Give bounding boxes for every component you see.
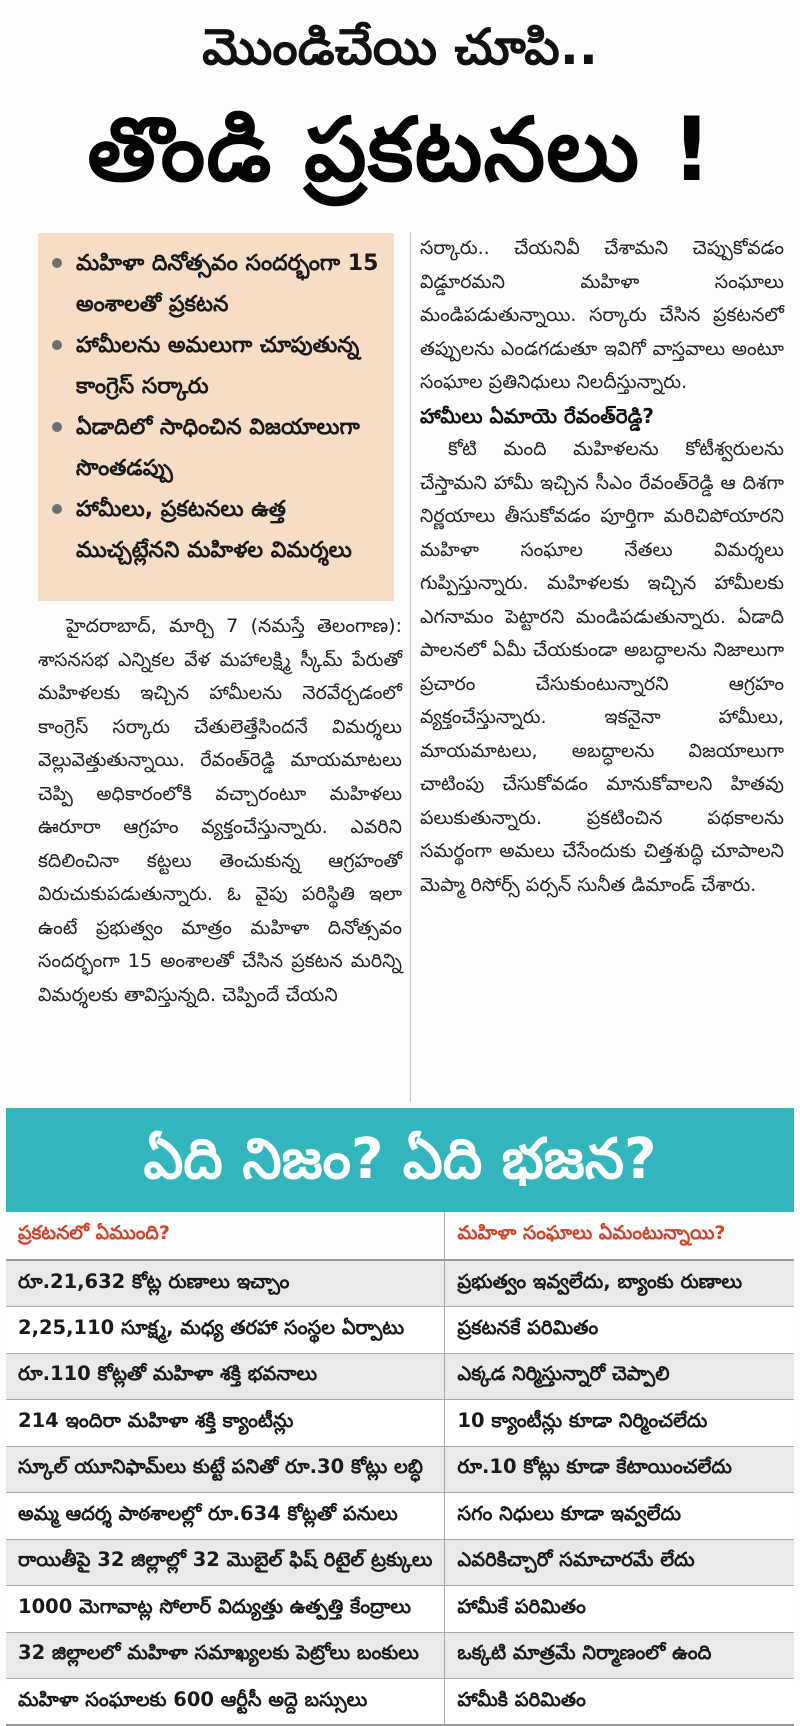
table-row	[6, 1493, 794, 1540]
response-cell: సగం నిధులు కూడా ఇవ్వలేదు	[445, 1493, 794, 1540]
claim-cell: మహిళా సంఘాలకు 600 ఆర్టీసీ అద్దె బస్సులు	[6, 1679, 445, 1726]
bullet-dot-icon	[52, 422, 62, 432]
claim-cell: 2,25,110 సూక్ష్మ, మధ్య తరహా సంస్థల ఏర్పాటు	[6, 1307, 445, 1354]
bullet-dot-icon	[52, 504, 62, 514]
table-row	[6, 1586, 794, 1633]
fact-check-table	[6, 1212, 794, 1726]
response-cell: ఎక్కడ నిర్మిస్తున్నారో చెప్పాలి	[445, 1353, 794, 1400]
response-cell: ఒక్కటి మాత్రమే నిర్మాణంలో ఉంది	[445, 1632, 794, 1679]
claim-cell: రూ.110 కోట్లతో మహిళా శక్తి భవనాలు	[6, 1353, 445, 1400]
bullet-dot-icon	[52, 258, 62, 268]
article-lead: హైదరాబాద్, మార్చి 7 (నమస్తే తెలంగాణ): శాసనసభ ఎన్నికల వేళ మహాలక్ష్మి స్కీమ్ పేరుతో మహిళలకు ఇచ్చిన హామీలను నెరవేర్చడంలో కాంగ్రెస్ సర్కారు చేతులెత్తేసిందనే విమర్శలు వెల్లువెత్తుతున్నాయి. రేవంత్‌రెడ్డి మాయమాటలు చెప్పి అధికారంలోకి వచ్చారంటూ మహిళలు ఊరూరా ఆగ్రహం వ్యక్తంచేస్తున్నారు. ఎవరిని కదిలించినా కట్టలు తెంచుకున్న ఆగ్రహంతో విరుచుకుపడుతున్నారు. ఓ వైపు పరిస్థితి ఇలా ఉంటే ప్రభుత్వం మాత్రం మహిళా దినోత్సవం సందర్భంగా 15 అంశాలతో చేసిన ప్రకటన మరిన్ని విమర్శలకు తావిస్తున్నది. చెప్పిందే చేయని	[38, 615, 402, 1006]
article-continuation: సర్కారు.. చేయనివీ చేశామని చెప్పుకోవడం విడ్డూరమని మహిళా సంఘాలు మండిపడుతున్నాయి. సర్కారు చేసిన ప్రకటనలో తప్పులను ఎండగడుతూ ఇవిగో వాస్తవాలు అంటూ సంఘాల ప్రతినిధులు నిలదీస్తున్నారు.	[420, 237, 784, 393]
highlight-item	[52, 243, 382, 325]
article-subhead: హామీలు ఏమాయె రేవంత్‌రెడ్డి?	[420, 403, 655, 428]
article-body: కోటి మంది మహిళలను కోటీశ్వరులను చేస్తామని హామీ ఇచ్చిన సీఎం రేవంత్‌రెడ్డి ఆ దిశగా నిర్ణయాలు తీసుకోవడం పూర్తిగా మరిచిపోయారని మహిళా సంఘాల నేతలు విమర్శలు గుప్పిస్తున్నారు. మహిళలకు ఇచ్చిన హామీలకు ఎగనామం పెట్టారని మండిపడుతున్నారు. ఏడాది పాలనలో ఏమీ చేయకుండా అబద్ధాలను నిజాలుగా ప్రచారం చేసుకుంటున్నారని ఆగ్రహం వ్యక్తంచేస్తున్నారు. ఇకనైనా హామీలు, మాయమాటలు, అబద్ధాలను విజయాలుగా చాటింపు చేసుకోవడం మానుకోవాలని హితవు పలుకుతున్నారు. ప్రకటించిన పథకాలను సమర్థంగా అమలు చేసేందుకు చిత్తశుద్ధి చూపాలని మెప్మా రిసోర్స్ పర్సన్ సునీత డిమాండ్ చేశారు.	[420, 438, 784, 896]
fact-check-banner: ఏది నిజం? ఏది భజన?	[6, 1108, 794, 1212]
claim-cell: అమ్మ ఆదర్శ పాఠశాలల్లో రూ.634 కోట్లతో పనులు	[6, 1493, 445, 1540]
bullet-dot-icon	[52, 340, 62, 350]
table-row	[6, 1632, 794, 1679]
highlight-text: హామీలు, ప్రకటనలు ఉత్త ముచ్చట్లేనని మహిళల విమర్శలు	[76, 497, 352, 563]
column-header-response: మహిళా సంఘాలు ఏమంటున్నాయి?	[445, 1212, 794, 1260]
table-row	[6, 1539, 794, 1586]
response-cell: రూ.10 కోట్లు కూడా కేటాయించలేదు	[445, 1446, 794, 1493]
headline-block	[0, 0, 800, 232]
headline-title: తొండి ప్రకటనలు !	[87, 98, 713, 201]
highlight-text: హామీలను అమలుగా చూపుతున్న కాంగ్రెస్ సర్కారు	[76, 333, 360, 399]
claim-cell: 32 జిల్లాలలో మహిళా సమాఖ్యలకు పెట్రోలు బంకులు	[6, 1632, 445, 1679]
article-column-right	[420, 232, 784, 902]
article-column-left	[38, 610, 402, 1012]
response-cell: హామీకే పరిమితం	[445, 1586, 794, 1633]
highlight-text: మహిళా దినోత్సవం సందర్భంగా 15 అంశాలతో ప్రకటన	[76, 251, 379, 317]
highlight-item	[52, 489, 382, 571]
response-cell: 10 క్యాంటీన్లు కూడా నిర్మించలేదు	[445, 1400, 794, 1447]
response-cell: ఎవరికిచ్చారో సమాచారమే లేదు	[445, 1539, 794, 1586]
column-header-claim: ప్రకటనలో ఏముంది?	[6, 1212, 445, 1260]
claim-cell: రూ.21,632 కోట్ల రుణాలు ఇచ్చాం	[6, 1260, 445, 1307]
response-cell: ప్రభుత్వం ఇవ్వలేదు, బ్యాంకు రుణాలు	[445, 1260, 794, 1307]
table-row	[6, 1260, 794, 1307]
highlight-item	[52, 325, 382, 407]
claim-cell: రాయితీపై 32 జిల్లాల్లో 32 మొబైల్ ఫిష్ రిటైల్ ట్రక్కులు	[6, 1539, 445, 1586]
table-row	[6, 1679, 794, 1726]
table-row	[6, 1353, 794, 1400]
claim-cell: 214 ఇందిరా మహిళా శక్తి క్యాంటీన్లు	[6, 1400, 445, 1447]
response-cell: హామీకి పరిమితం	[445, 1679, 794, 1726]
headline-kicker: మొండిచేయి చూపి..	[202, 18, 598, 76]
column-divider	[410, 232, 411, 1102]
highlight-text: ఏడాదిలో సాధించిన విజయాలుగా సొంతడప్పు	[76, 415, 360, 481]
table-header-row	[6, 1212, 794, 1260]
highlights-box	[38, 233, 394, 601]
table-row	[6, 1307, 794, 1354]
highlight-item	[52, 407, 382, 489]
table-row	[6, 1446, 794, 1493]
claim-cell: స్కూల్ యూనిఫామ్‌లు కుట్టే పనితో రూ.30 కోట్లు లబ్ధి	[6, 1446, 445, 1493]
response-cell: ప్రకటనకే పరిమితం	[445, 1307, 794, 1354]
table-row	[6, 1400, 794, 1447]
claim-cell: 1000 మెగావాట్ల సోలార్ విద్యుత్తు ఉత్పత్తి కేంద్రాలు	[6, 1586, 445, 1633]
